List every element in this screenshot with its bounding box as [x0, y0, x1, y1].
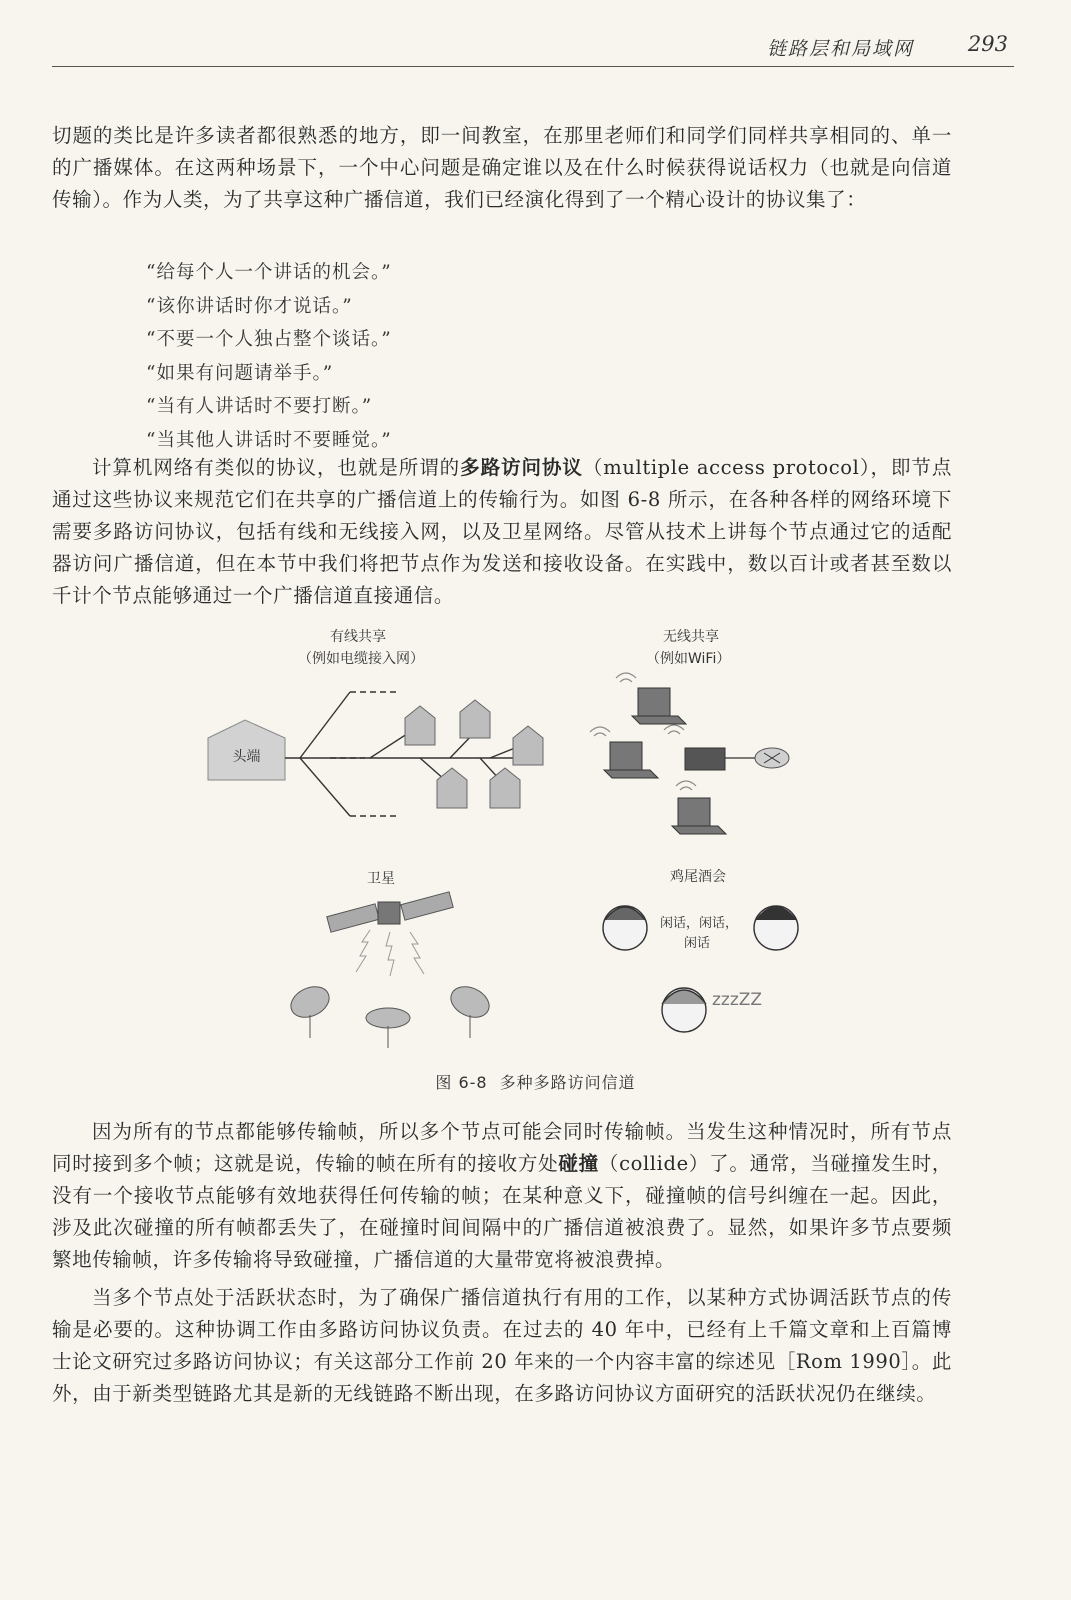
- quote-item: “不要一个人独占整个谈话。”: [146, 329, 392, 350]
- paragraph-4: 当多个节点处于活跃状态时，为了确保广播信道执行有用的工作，以某种方式协调活跃节点的传输是必要的。这种协调工作由多路访问协议负责。在过去的 40 年中，已经有上千篇文章和上百篇博士论文研究过多路访问协议；有关这部分工作前 20 年来的一个内容丰富的综述见［Rom 1990］。此外，由于新类型链路尤其是新的无线链路不断出现，在多路访问协议方面研究的活跃状况仍在继续。: [52, 1286, 952, 1405]
- intro-paragraph: 切题的类比是许多读者都很熟悉的地方，即一间教室，在那里老师们和同学们同样共享相同的、单一的广播媒体。在这两种场景下，一个中心问题是确定谁以及在什么时候获得说话权力（也就是向信道传输）。作为人类，为了共享这种广播信道，我们已经演化得到了一个精心设计的协议集了：: [52, 124, 952, 211]
- p3-text-a: 因为所有的节点都能够传输帧，所以多个节点可能会同时传输帧。当发生这种情况时，所有节点同时接到多个帧；这就是说，传输的帧在所有的接收方处: [52, 1120, 952, 1175]
- paragraph-2-block: [52, 452, 952, 612]
- dish-antenna-icon: [366, 1008, 410, 1048]
- paragraph-2: [52, 452, 952, 612]
- figure-6-8: [200, 620, 820, 1090]
- quote-item: “当有人讲话时不要打断。”: [146, 396, 373, 417]
- page-number: 293: [967, 32, 1008, 56]
- intro-paragraph-block: [52, 120, 952, 216]
- satellite-signals: [356, 930, 424, 976]
- laptop-icon: [604, 742, 658, 778]
- wired-subtitle: （例如电缆接入网）: [298, 651, 424, 667]
- quote-item: “该你讲话时你才说话。”: [146, 295, 353, 317]
- laptop-icon: [632, 688, 686, 724]
- person-sleeping-icon: [662, 988, 706, 1032]
- chat-line-2: 闲话: [684, 936, 711, 951]
- house-icons: [405, 700, 543, 808]
- p3-text-b: （collide）了。通常，当碰撞发生时，没有一个接收节点能够有效地获得任何传输的帧；在某种意义下，碰撞帧的信号纠缠在一起。因此，涉及此次碰撞的所有帧都丢失了，在碰撞时间间隔中的广播信道被浪费了。显然，如果许多节点要频繁地传输帧，许多传输将导致碰撞，广播信道的大量带宽将被浪费掉。: [52, 1152, 952, 1271]
- quote-list: [146, 256, 392, 457]
- caption-number: 图 6-8: [435, 1073, 488, 1092]
- term-multiple-access-protocol: 多路访问协议: [460, 456, 583, 479]
- caption-text: 多种多路访问信道: [499, 1073, 636, 1092]
- quote-item: “给每个人一个讲话的机会。”: [146, 262, 392, 283]
- p2-text-a: 计算机网络有类似的协议，也就是所谓的: [92, 456, 461, 479]
- snore-text: zzzZZ: [712, 990, 763, 1010]
- quote-item: “如果有问题请举手。”: [146, 362, 334, 384]
- house-icon: [513, 726, 543, 765]
- p2-text-b: （multiple access protocol），即节点通过这些协议来规范它们在共享的广播信道上的传输行为。如图 6-8 所示，在各种各样的网络环境下需要多路访问协议，包括有线和无线接入网，以及卫星网络。尽管从技术上讲每个节点通过它的适配器访问广播信道，但在本节中我们将把节点作为发送和接收设备。在实践中，数以百计或者甚至数以千计个节点能够通过一个广播信道直接通信。: [52, 456, 952, 607]
- figure-caption: [0, 1070, 1071, 1093]
- term-collide: 碰撞: [558, 1152, 599, 1175]
- house-icon: [437, 768, 467, 808]
- person-talking-icon: [603, 906, 647, 950]
- wired-title: 有线共享: [330, 629, 386, 645]
- wireless-title: 无线共享: [663, 629, 719, 645]
- headend-label: 头端: [232, 749, 261, 765]
- router-icon: [755, 748, 789, 768]
- dish-antenna-icon: [286, 981, 334, 1038]
- house-icon: [405, 706, 435, 745]
- dish-antenna-icon: [446, 981, 494, 1038]
- page-header: [52, 30, 1014, 67]
- wireless-laptops: [604, 688, 726, 834]
- access-point-icon: [685, 748, 725, 770]
- party-label: 鸡尾酒会: [670, 869, 726, 885]
- paragraph-3: [52, 1116, 952, 1276]
- quote-item: “当其他人讲话时不要睡觉。”: [146, 429, 392, 451]
- dish-antennas: [286, 981, 494, 1048]
- running-title: 链路层和局域网: [766, 38, 914, 60]
- paragraph-3-block: [52, 1116, 952, 1410]
- person-talking-icon: [754, 906, 798, 950]
- chat-line-1: 闲话，闲话，: [660, 916, 739, 931]
- house-icon: [460, 700, 490, 738]
- satellite-icon: [327, 892, 453, 932]
- laptop-icon: [672, 798, 726, 834]
- wireless-subtitle: （例如WiFi）: [646, 651, 731, 667]
- satellite-label: 卫星: [367, 871, 395, 887]
